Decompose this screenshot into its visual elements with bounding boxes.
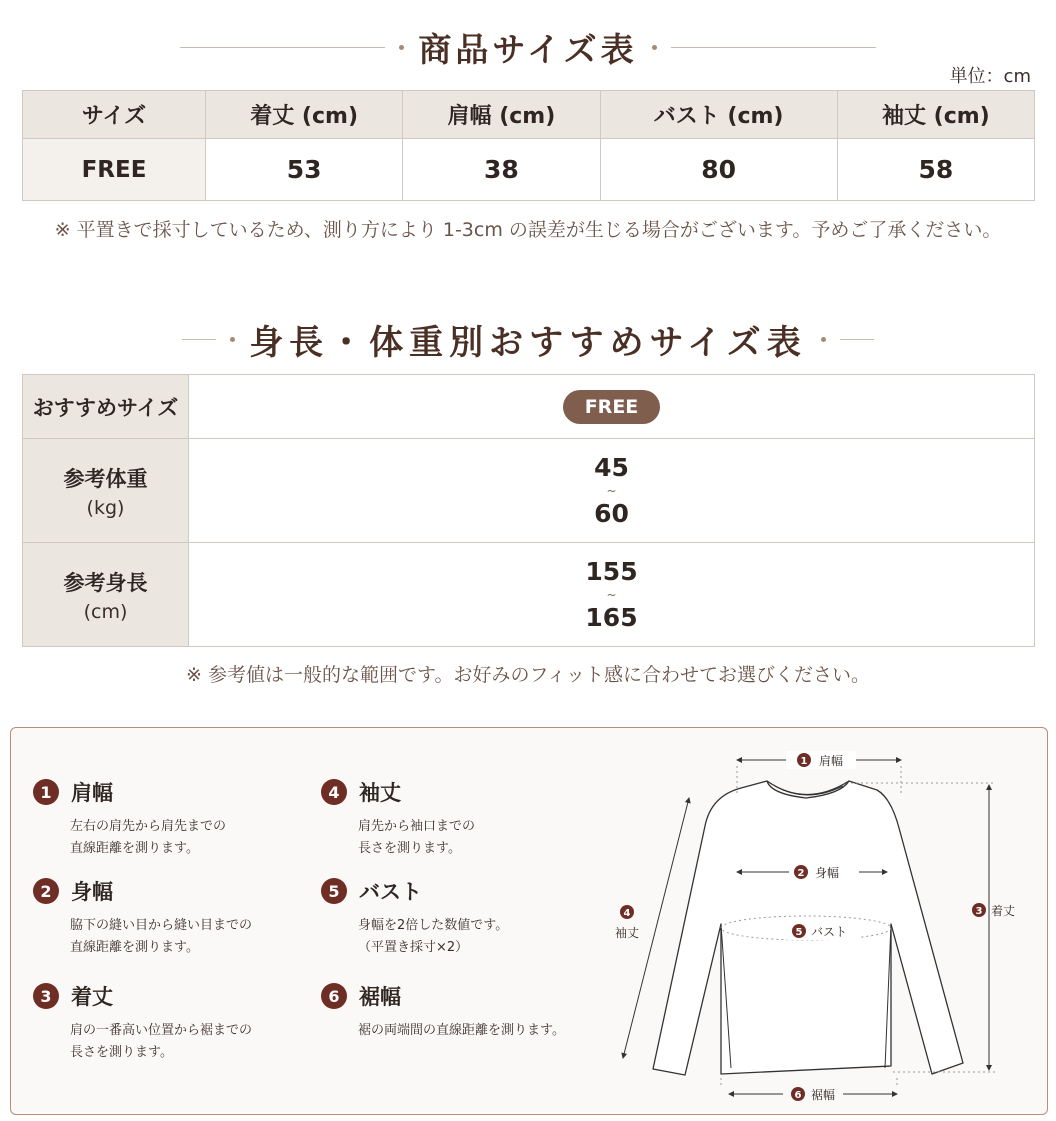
size-table bbox=[22, 90, 1035, 201]
guide-item-desc: （平置き採寸×2） bbox=[358, 940, 469, 955]
guide-item-name: 身幅 bbox=[71, 880, 113, 904]
size-cell-bust: 80 bbox=[600, 139, 837, 201]
divider-line bbox=[840, 339, 874, 340]
divider-dot bbox=[230, 337, 235, 342]
shirt-diagram bbox=[601, 738, 1041, 1108]
number-badge: 1 bbox=[33, 779, 59, 805]
divider-dot bbox=[399, 45, 404, 50]
svg-text:2: 2 bbox=[797, 868, 805, 879]
diagram-label-length: 着丈 bbox=[991, 904, 1016, 918]
svg-text:4: 4 bbox=[623, 908, 631, 919]
number-badge: 6 bbox=[321, 983, 347, 1009]
recommend-height-row bbox=[23, 543, 1035, 647]
reference-note: ※ 参考値は一般的な範囲です。お好みのフィット感に合わせてお選びください。 bbox=[186, 664, 870, 686]
size-cell-shoulder: 38 bbox=[403, 139, 600, 201]
size-table-header-row bbox=[23, 91, 1035, 139]
divider-dot bbox=[652, 45, 657, 50]
height-unit: (cm) bbox=[83, 600, 128, 623]
guide-item-desc: 裾の両端間の直線距離を測ります。 bbox=[358, 1023, 565, 1038]
guide-item-body-width bbox=[33, 876, 323, 959]
guide-item-length bbox=[33, 981, 323, 1064]
height-min: 155 bbox=[585, 556, 638, 586]
unit-label: 単位：cm bbox=[949, 66, 1031, 87]
weight-label: 参考体重 bbox=[63, 466, 148, 491]
guide-item-desc: 左右の肩先から肩先までの bbox=[70, 819, 227, 834]
guide-item-name: 肩幅 bbox=[71, 781, 113, 805]
size-cell-size: FREE bbox=[23, 139, 206, 201]
guide-item-desc: 長さを測ります。 bbox=[70, 1045, 173, 1060]
recommend-weight-row bbox=[23, 439, 1035, 543]
weight-max: 60 bbox=[594, 498, 629, 528]
size-table-row bbox=[23, 139, 1035, 201]
size-header-length: 着丈 (cm) bbox=[206, 91, 403, 139]
guide-item-name: 裾幅 bbox=[359, 985, 401, 1009]
size-header-size: サイズ bbox=[23, 91, 206, 139]
guide-item-desc: 脇下の縫い目から縫い目までの bbox=[70, 918, 253, 933]
guide-item-bust bbox=[321, 876, 611, 959]
guide-item-name: 袖丈 bbox=[359, 781, 401, 805]
divider-line bbox=[182, 339, 216, 340]
size-chart-title: 商品サイズ表 bbox=[418, 29, 638, 69]
guide-item-sleeve bbox=[321, 777, 611, 860]
weight-min: 45 bbox=[594, 452, 629, 482]
height-label-cell bbox=[23, 543, 189, 647]
number-badge: 2 bbox=[33, 878, 59, 904]
guide-item-desc: 直線距離を測ります。 bbox=[70, 841, 199, 856]
range-tilde: ~ bbox=[606, 587, 617, 602]
guide-item-name: 着丈 bbox=[71, 985, 113, 1009]
number-badge: 3 bbox=[33, 983, 59, 1009]
size-header-shoulder: 肩幅 (cm) bbox=[403, 91, 600, 139]
recommend-size-label: おすすめサイズ bbox=[23, 375, 189, 439]
guide-item-desc: 肩の一番高い位置から裾までの bbox=[70, 1023, 253, 1038]
guide-item-desc: 肩先から袖口までの bbox=[358, 819, 476, 834]
diagram-label-sleeve: 袖丈 bbox=[615, 926, 640, 940]
guide-item-desc: 身幅を2倍した数値です。 bbox=[358, 918, 509, 933]
recommend-table bbox=[22, 374, 1035, 647]
recommend-title: 身長・体重別おすすめサイズ表 bbox=[249, 322, 807, 363]
diagram-label-bust: バスト bbox=[811, 925, 848, 939]
recommend-size-badge: FREE bbox=[563, 390, 661, 424]
guide-item-desc: 直線距離を測ります。 bbox=[70, 940, 199, 955]
divider-dot bbox=[821, 337, 826, 342]
guide-item-hem bbox=[321, 981, 611, 1042]
number-badge: 5 bbox=[321, 878, 347, 904]
diagram-label-body: 身幅 bbox=[815, 866, 840, 880]
divider-line bbox=[180, 47, 385, 48]
number-badge: 4 bbox=[321, 779, 347, 805]
guide-item-desc: 長さを測ります。 bbox=[358, 841, 461, 856]
range-tilde: ~ bbox=[606, 483, 617, 498]
svg-text:5: 5 bbox=[795, 927, 803, 938]
size-chart-heading bbox=[0, 24, 1056, 70]
guide-item-name: バスト bbox=[359, 880, 422, 904]
recommend-heading bbox=[0, 316, 1056, 362]
weight-label-cell bbox=[23, 439, 189, 543]
svg-text:3: 3 bbox=[975, 906, 983, 917]
recommend-size-row bbox=[23, 375, 1035, 439]
guide-item-shoulder bbox=[33, 777, 323, 860]
size-header-sleeve: 袖丈 (cm) bbox=[837, 91, 1034, 139]
diagram-label-hem: 裾幅 bbox=[811, 1088, 836, 1102]
measurement-guide-panel bbox=[10, 727, 1048, 1115]
measurement-note: ※ 平置きで採寸しているため、測り方により 1-3cm の誤差が生じる場合がございます。予めご了承ください。 bbox=[54, 219, 1002, 241]
height-max: 165 bbox=[585, 602, 638, 632]
height-label: 参考身長 bbox=[63, 570, 148, 595]
diagram-label-shoulder: 肩幅 bbox=[819, 754, 844, 768]
svg-text:6: 6 bbox=[794, 1090, 802, 1101]
divider-line bbox=[671, 47, 876, 48]
size-cell-length: 53 bbox=[206, 139, 403, 201]
svg-text:1: 1 bbox=[800, 756, 808, 767]
size-header-bust: バスト (cm) bbox=[600, 91, 837, 139]
size-cell-sleeve: 58 bbox=[837, 139, 1034, 201]
weight-unit: (kg) bbox=[86, 496, 125, 519]
